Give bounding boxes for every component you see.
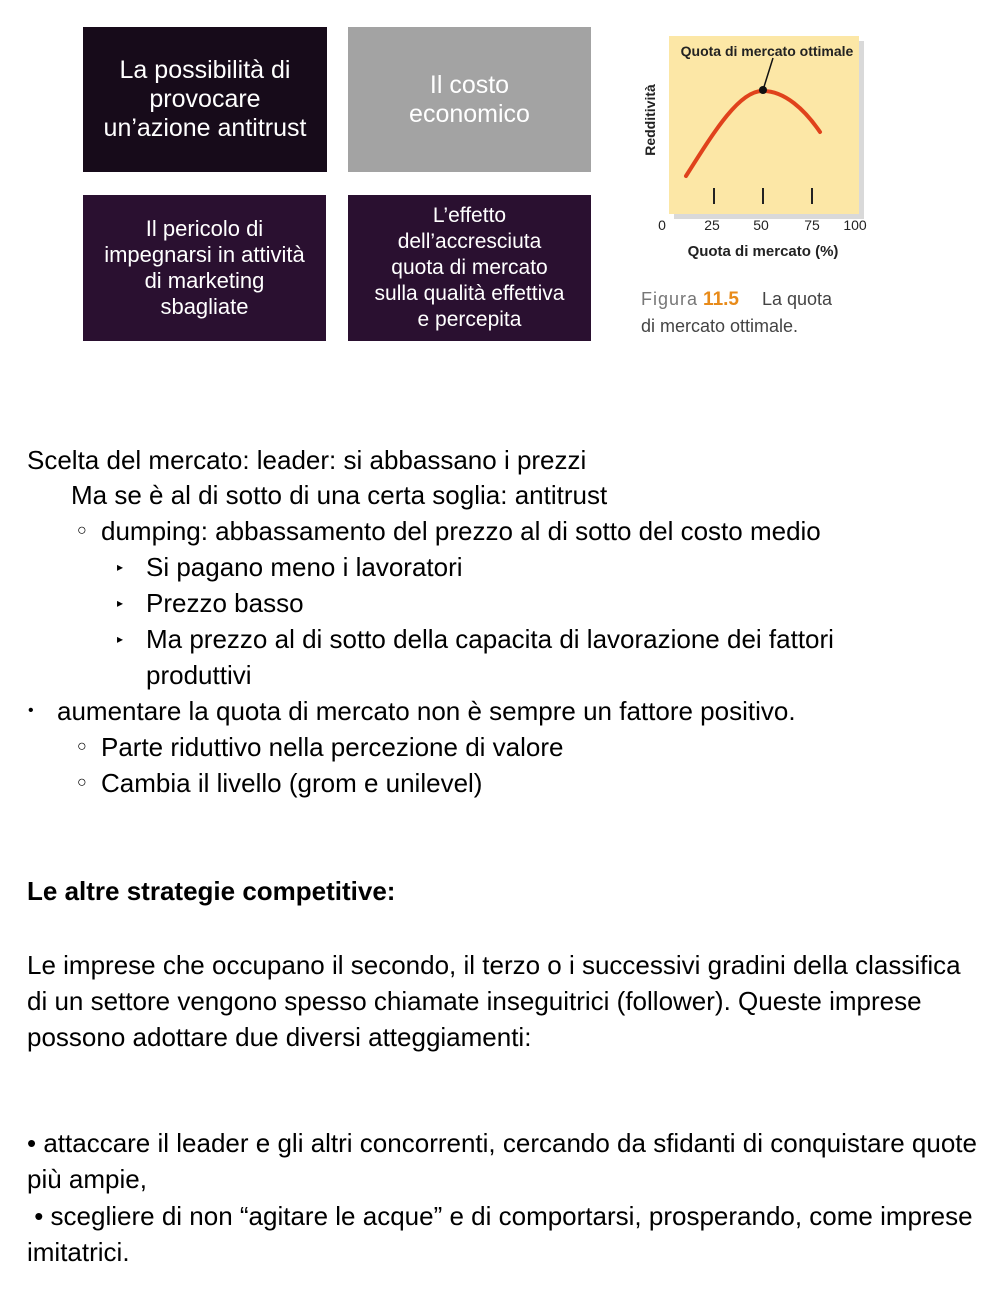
note-line-perception: Parte riduttivo nella percezione di valore (101, 732, 564, 762)
circle-bullet-icon: ○ (77, 774, 87, 791)
caption-title-line2: di mercato ottimale. (641, 316, 799, 336)
caption-label: Figura (641, 289, 699, 309)
concept-box-antitrust: La possibilità di provocare un’azione antitrust (83, 27, 327, 172)
note-line-workers: Si pagano meno i lavoratori (146, 552, 463, 582)
triangle-bullet-icon: ▸ (117, 596, 124, 610)
y-axis-label: Redditività (642, 84, 658, 156)
note-line-dumping: dumping: abbassamento del prezzo al di sotto del costo medio (101, 516, 821, 546)
triangle-bullet-icon: ▸ (117, 632, 124, 646)
figure-plot-area (669, 36, 859, 214)
annotation-label: Quota di mercato ottimale (680, 43, 854, 59)
x-tick-label-0: 0 (658, 217, 666, 233)
note-line-capacity: Ma prezzo al di sotto della capacita di lavorazione dei fattori (146, 624, 834, 654)
circle-bullet-icon: ○ (77, 522, 87, 539)
caption-title-line1: La quota (762, 289, 833, 309)
x-tick-label-25: 25 (704, 217, 720, 233)
note-line-capacity-cont: produttivi (146, 660, 252, 690)
bullet-icon: • (28, 702, 34, 719)
note-line-low-price: Prezzo basso (146, 588, 304, 618)
caption-number: 11.5 (703, 289, 739, 310)
strategy-bullet-attack: • attaccare il leader e gli altri concorrenti, cercando da sfidanti di conquistare quote più ampie, (27, 1128, 977, 1194)
section-paragraph: Le imprese che occupano il secondo, il terzo o i successivi gradini della classifica di un settore vengono spesso chiamate inseguitrici (follower). Queste imprese possono adottare due diversi atteggiamenti: (27, 950, 961, 1052)
note-line-market-choice: Scelta del mercato: leader: si abbassano i prezzi (27, 445, 587, 475)
optimal-point (759, 86, 767, 94)
concept-box-marketing-risk: Il pericolo di impegnarsi in attività di marketing sbagliate (83, 195, 326, 341)
strategy-bullet-imitate: • scegliere di non “agitare le acque” e di comportarsi, prosperando, come imprese imitatrici. (27, 1201, 980, 1267)
section-heading: Le altre strategie competitive: (27, 876, 396, 906)
x-tick-label-50: 50 (753, 217, 769, 233)
x-axis-label: Quota di mercato (%) (687, 243, 839, 260)
note-line-level: Cambia il livello (grom e unilevel) (101, 768, 483, 798)
x-tick-label-75: 75 (804, 217, 820, 233)
x-tick-label-100: 100 (843, 217, 867, 233)
note-line-antitrust: Ma se è al di sotto di una certa soglia: antitrust (71, 480, 608, 510)
triangle-bullet-icon: ▸ (117, 560, 124, 574)
figure-caption (641, 286, 881, 339)
concept-box-quality-effect: L’effetto dell’accresciuta quota di mercato sulla qualità effettiva e percepita (348, 195, 591, 341)
note-line-market-share: aumentare la quota di mercato non è sempre un fattore positivo. (57, 696, 796, 726)
concept-box-cost: Il costo economico (348, 27, 591, 172)
circle-bullet-icon: ○ (77, 738, 87, 755)
